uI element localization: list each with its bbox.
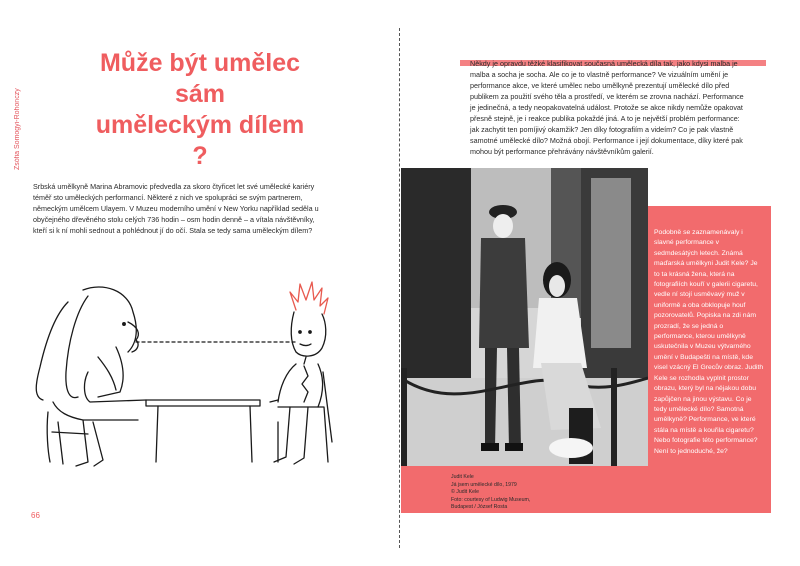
title-line-1: Může být umělec [99,49,301,77]
photo-caption [451,474,631,512]
author-name: Zsófia Somogyi-Rohonczy [14,88,21,170]
title-line-2: sám [174,80,226,108]
man-figure [270,282,332,464]
caption-title: Já jsem umělecké dílo, 1979 [451,481,517,488]
table [146,400,260,462]
title-line-4: ? [192,142,208,170]
title-line-3: uměleckým dílem [95,111,305,139]
performance-photo [401,168,648,466]
quote-paragraph: Někdy je opravdu těžké klasifikovat současná umělecká díla tak, jako kdysi malba je malba a socha je socha. Ale co je to vlastně performance? Ve vizuálním umění je performance akce, ve které umělec nebo umělkyně prezentují umělecké dílo před publikem za použití svého těla a prostředí, ve kterém se zrovna nachází. Performance je jedinečná, a tedy neopakovatelná událost. Protože se akce nikdy nemůže opakovat přesně stejně, je i reakce publika pokaždé jiná. A to je největší problém performance: jak zachytit ten pomíjivý okamžik? Jen díky fotografiím a videím? Co je pak vlastně samotné umělecké dílo? Možná obojí. Performance i její dokumentace, díky které pak mohou být performance přehrávány návštěvníkům galerií. [470,59,744,156]
caption-photo-credit: Foto: courtesy of Ludwig Museum, [451,496,531,503]
intro-paragraph: Srbská umělkyně Marina Abramovic předvedla za skoro čtyřicet let své umělecké kariéry téměř sto uměleckých performancí. Některé z nich ve spolupráci se svým partnerem, německým umělcem Ulayem. V Muzeu moderního umění v New Yorku například seděla u obyčejného dřevěného stolu celých 736 hodin – osm hodin denně – a vítala návštěvníky, kteří si k ní mohli sednout a pohlédnout jí do očí. Stala se tedy sama uměleckým dílem? [33,182,319,235]
caption-photo-credit-2: Budapest / József Rosta [451,504,508,511]
page-title [70,48,330,172]
illustration-two-people-at-table [28,272,338,472]
side-text: Podobně se zaznamenávaly i slavné performance v sedmdesátých letech. Známá maďarská umělkyni Judit Kele? Je to ta krásná žena, která na fotografiích kouří v galerii cigaretu, vedle ní stojí usměvavý muž v uniformě a oba obklopuje houf pozorovatelů. Popiska na zdi nám prozradí, že se jedná o performance, kterou umělkyně uskutečnila v Muzeu výtvarného umění v Budapešti na místě, kde visel vzácný El Grecův obraz. Judith Kele se rozhodla vyplnit prostor obrazu, který byl na nějakou dobu zapůjčen na jinou výstavu. Co je tedy umělecké dílo? Samotná umělkyně? Performance, ve které stála na místě a kouřila cigaretu? Nebo fotografie této performance? Není to jednoduché, že? [654,229,764,455]
page-gutter [399,28,400,548]
page-number: 66 [31,511,40,520]
caption-copyright: © Judit Kele [451,489,480,496]
caption-artist: Judit Kele [451,474,474,480]
woman-figure [36,287,146,466]
